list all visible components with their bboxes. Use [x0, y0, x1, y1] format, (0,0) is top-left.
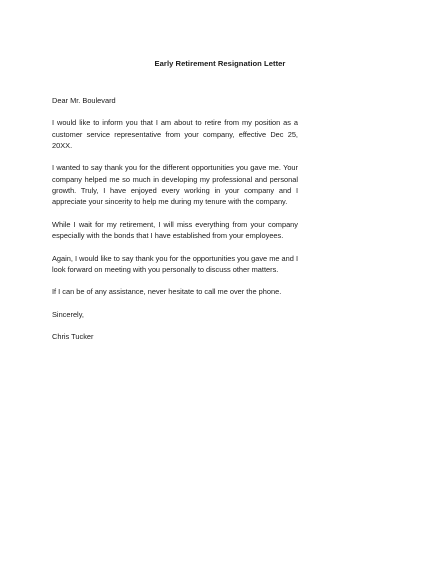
- salutation: Dear Mr. Boulevard: [52, 96, 116, 105]
- paragraph-look-forward: Again, I would like to say thank you for the opportunities you gave me and I look forward on meeting with you personally to discuss other matters.: [52, 253, 298, 274]
- paragraph-miss-company: While I wait for my retirement, I will miss everything from your company especially with the bonds that I have established from your employees.: [52, 219, 298, 241]
- paragraph-assistance: If I can be of any assistance, never hesitate to call me over the phone.: [52, 287, 282, 297]
- letter-body: [52, 95, 298, 343]
- paragraph-thanks: I wanted to say thank you for the different opportunities you gave me. Your company helped me so much in developing my professional and personal growth. Truly, I have enjoyed every working in your company and I appreciate your sincerity to help me during my tenure with the company.: [52, 163, 298, 207]
- paragraph-retirement-notice: I would like to inform you that I am about to retire from my position as a customer service representative from your company, effective Dec 25, 20XX.: [52, 118, 298, 150]
- signature-name: Chris Tucker: [52, 332, 94, 342]
- closing: Sincerely,: [52, 309, 84, 319]
- letter-title: Early Retirement Resignation Letter: [154, 59, 286, 68]
